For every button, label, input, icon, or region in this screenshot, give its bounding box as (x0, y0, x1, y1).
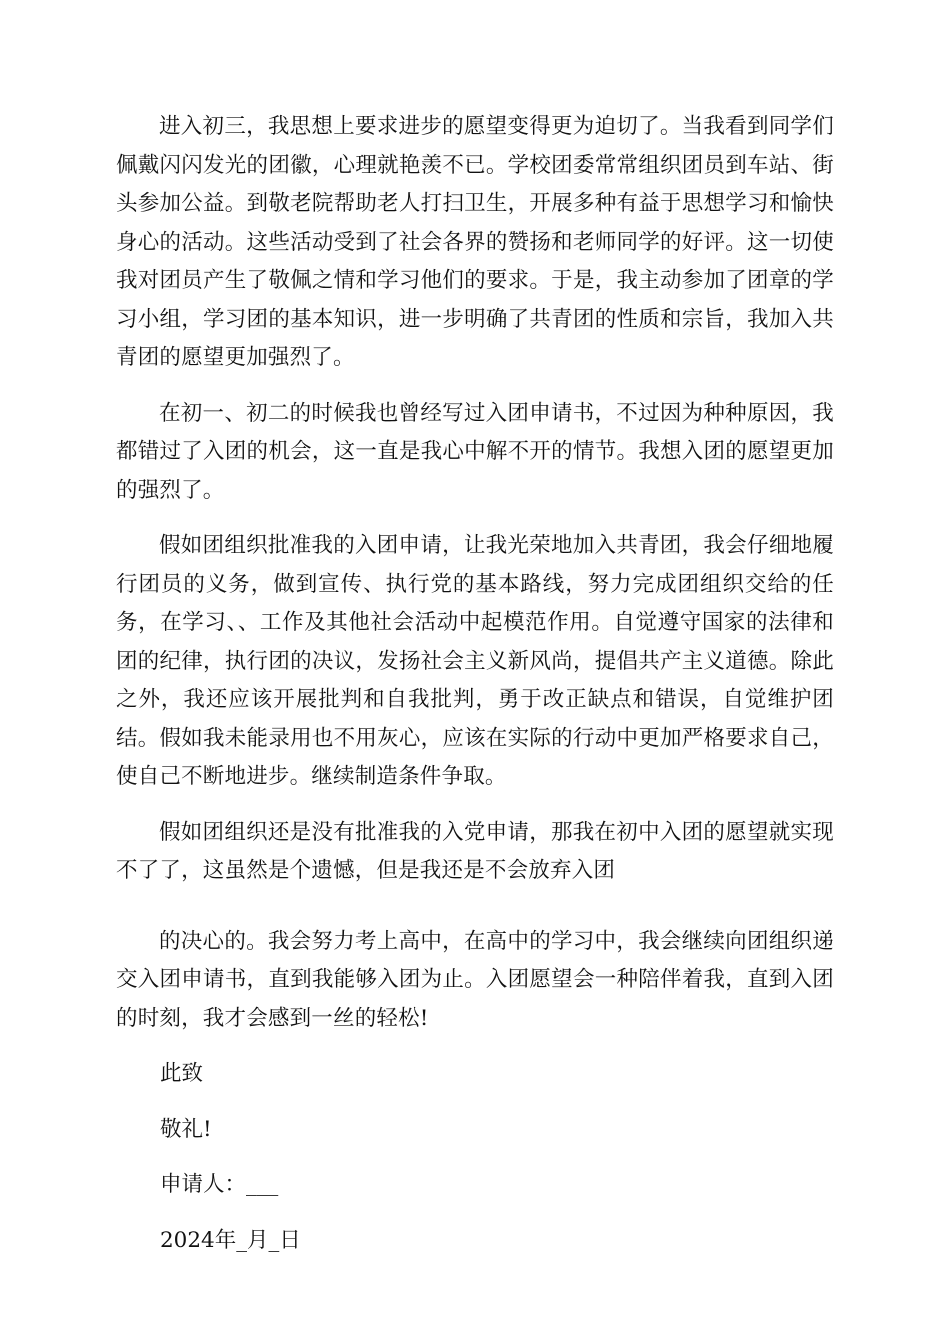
page-break-gap (116, 891, 834, 923)
paragraph-3: 假如团组织批准我的入团申请，让我光荣地加入共青团，我会仔细地履行团员的义务，做到宣传、执行党的基本路线，努力完成团组织交给的任务，在学习、、工作及其他社会活动中起模范作用。自觉遵守国家的法律和团的纪律，执行团的决议，发扬社会主义新风尚，提倡共产主义道德。除此之外，我还应该开展批判和自我批判，勇于改正缺点和错误，自觉维护团结。假如我未能录用也不用灰心，应该在实际的行动中更加严格要求自己，使自己不断地进步。继续制造条件争取。 (116, 533, 834, 789)
paragraph-gap (116, 378, 834, 395)
paragraph-4: 假如团组织还是没有批准我的入党申请，那我在初中入团的愿望就实现不了了，这虽然是个遗憾，但是我还是不会放弃入团 (116, 819, 834, 883)
closing-respect: 敬礼! (160, 1116, 212, 1142)
paragraph-2: 在初一、初二的时候我也曾经写过入团申请书，不过因为种种原因，我都错过了入团的机会，这一直是我心中解不开的情节。我想入团的愿望更加的强烈了。 (116, 400, 834, 503)
date-line: 2024年_月_日 (160, 1227, 301, 1253)
paragraph-gap (116, 1038, 834, 1055)
applicant-line: 申请人：___ (160, 1172, 279, 1197)
paragraph-gap (116, 797, 834, 814)
closing-salutation: 此致 (160, 1061, 204, 1086)
letter-page (116, 108, 834, 1260)
paragraph-gap (116, 510, 834, 527)
paragraph-1: 进入初三，我思想上要求进步的愿望变得更为迫切了。当我看到同学们佩戴闪闪发光的团徽，心理就艳羡不已。学校团委常常组织团员到车站、街头参加公益。到敬老院帮助老人打扫卫生，开展多种有益于思想学习和愉快身心的活动。这些活动受到了社会各界的赞扬和老师同学的好评。这一切使我对团员产生了敬佩之情和学习他们的要求。于是，我主动参加了团章的学习小组，学习团的基本知识，进一步明确了共青团的性质和宗旨，我加入共青团的愿望更加强烈了。 (116, 114, 834, 370)
paragraph-continuation: 的决心的。我会努力考上高中，在高中的学习中，我会继续向团组织递交入团申请书，直到我能够入团为止。入团愿望会一种陪伴着我，直到入团的时刻，我才会感到一丝的轻松! (116, 928, 834, 1031)
